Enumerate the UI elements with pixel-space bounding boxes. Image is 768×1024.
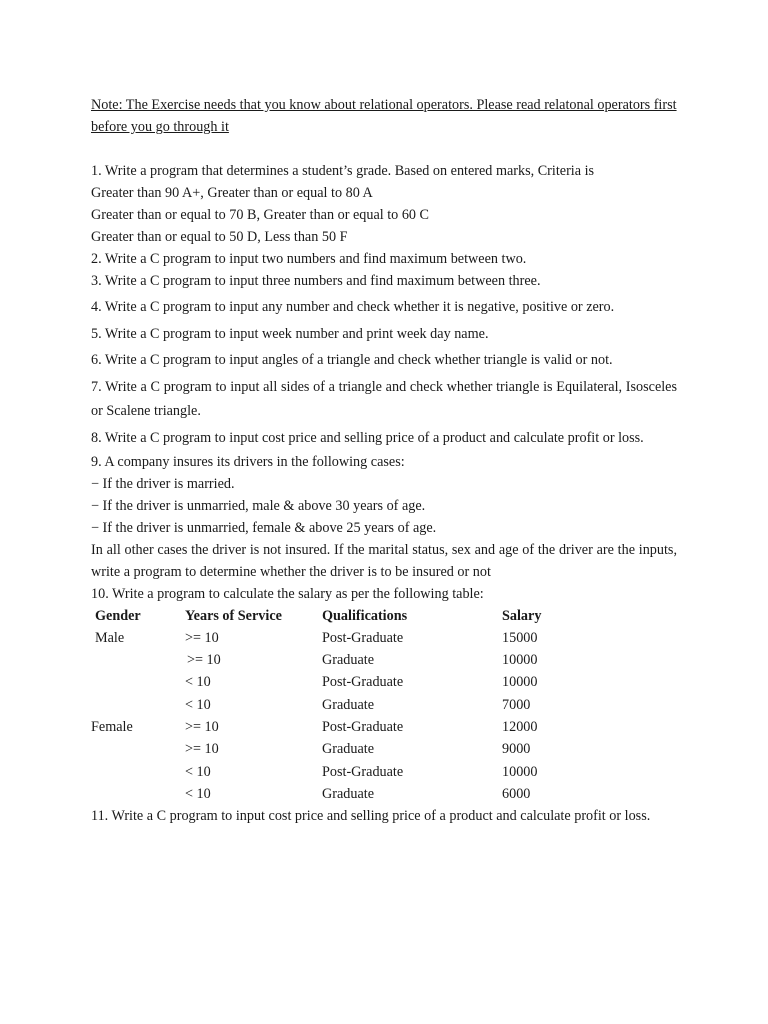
question-6: 6. Write a C program to input angles of a triangle and check whether triangle is valid or not. [91,351,613,368]
question-2: 2. Write a C program to input two numbers and find maximum between two. [91,251,527,267]
question-9-case-3: − If the driver is unmarried, female & above 25 years of age. [91,519,437,536]
cell-qualification: Graduate [322,741,374,758]
salary-table [91,605,582,806]
salary-table-header-row [91,605,582,627]
cell-salary: 7000 [502,696,531,713]
cell-years: < 10 [185,696,211,713]
table-row [91,649,582,671]
question-1-line-3: Greater than or equal to 70 B, Greater than or equal to 60 C [91,207,430,223]
cell-qualification: Graduate [322,785,374,802]
cell-gender [91,649,185,671]
cell-years: >= 10 [185,718,219,735]
header-years-of-service: Years of Service [185,607,282,624]
question-4: 4. Write a C program to input any number and check whether it is negative, positive or zero. [91,299,615,315]
question-1-line-4: Greater than or equal to 50 D, Less than 50 F [91,229,348,245]
table-row [91,716,582,738]
table-row [91,671,582,693]
question-5: 5. Write a C program to input week number and print week day name. [91,325,489,342]
cell-years: >= 10 [187,652,221,669]
question-7: 7. Write a C program to input all sides of a triangle and check whether triangle is Equilateral, Isosceles or Scalene triangle. [91,379,677,419]
cell-gender [91,694,185,716]
question-1-line-1: 1. Write a program that determines a student’s grade. Based on entered marks, Criteria is [91,163,595,179]
cell-salary: 10000 [502,763,538,780]
cell-gender: Male [95,629,125,646]
table-row [91,783,582,805]
cell-years: < 10 [185,785,211,802]
question-8: 8. Write a C program to input cost price and selling price of a product and calculate profit or loss. [91,430,644,446]
question-3: 3. Write a C program to input three numbers and find maximum between three. [91,273,541,289]
cell-qualification: Post-Graduate [322,674,404,691]
cell-years: < 10 [185,674,211,691]
cell-salary: 10000 [502,652,538,669]
cell-salary: 15000 [502,629,538,646]
table-row [91,738,582,760]
cell-salary: 12000 [502,718,538,735]
table-row [91,761,582,783]
cell-qualification: Post-Graduate [322,763,404,780]
cell-qualification: Graduate [322,696,374,713]
cell-gender [91,738,185,760]
cell-gender: Female [91,718,133,735]
cell-years: >= 10 [185,741,219,758]
cell-qualification: Post-Graduate [322,718,404,735]
header-salary: Salary [502,607,542,624]
cell-years: < 10 [185,763,211,780]
cell-years: >= 10 [185,629,219,646]
document-body [91,94,677,829]
cell-salary: 6000 [502,785,531,802]
exercise-note: Note: The Exercise needs that you know about relational operators. Please read relatonal operators first before you go through it [91,97,677,135]
question-9-intro: 9. A company insures its drivers in the following cases: [91,453,405,470]
table-row [91,627,582,649]
cell-salary: 9000 [502,741,531,758]
table-row [91,694,582,716]
question-9-case-2: − If the driver is unmarried, male & above 30 years of age. [91,497,426,514]
cell-qualification: Graduate [322,652,374,669]
cell-qualification: Post-Graduate [322,629,404,646]
cell-salary: 10000 [502,674,538,691]
header-qualifications: Qualifications [322,607,408,624]
question-9-closing: In all other cases the driver is not insured. If the marital status, sex and age of the driver are the inputs, write a program to determine whether the driver is to be insured or not [91,541,677,580]
cell-gender [91,783,185,805]
cell-gender [91,761,185,783]
header-gender: Gender [95,607,141,624]
question-1-line-2: Greater than 90 A+, Greater than or equal to 80 A [91,185,373,201]
cell-gender [91,671,185,693]
question-10-intro: 10. Write a program to calculate the salary as per the following table: [91,585,484,602]
question-9-case-1: − If the driver is married. [91,475,235,492]
question-11: 11. Write a C program to input cost price and selling price of a product and calculate profit or loss. [91,808,651,825]
